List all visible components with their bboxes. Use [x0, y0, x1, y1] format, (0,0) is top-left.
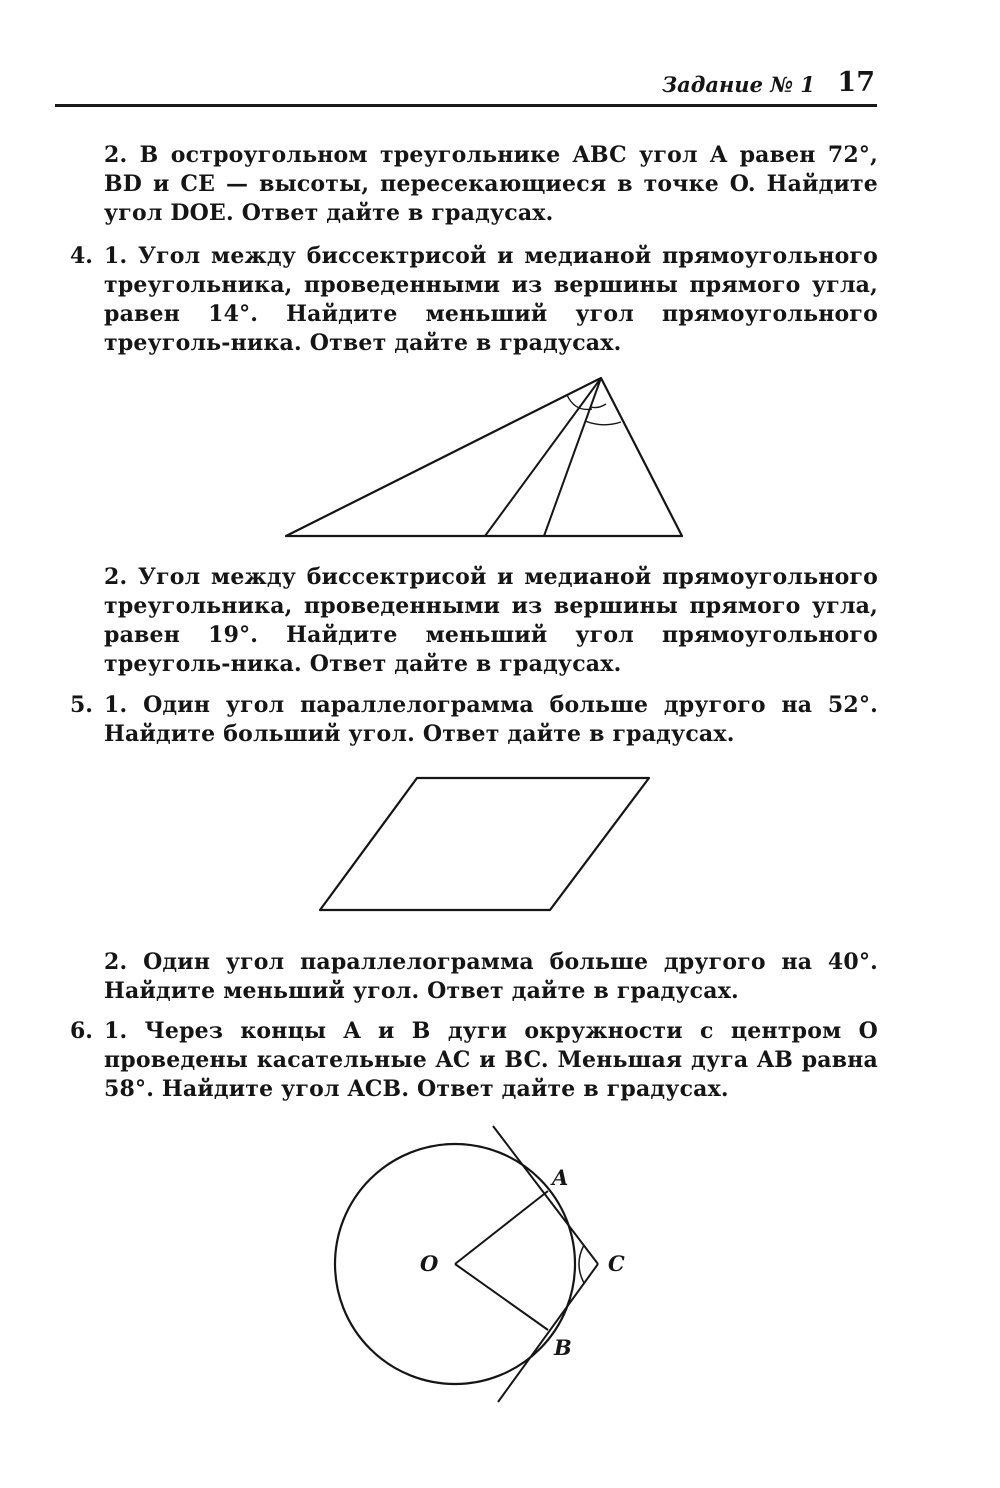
label-c: C: [608, 1251, 625, 1276]
header-title: Задание № 1: [662, 72, 815, 97]
label-b: B: [554, 1335, 572, 1360]
task-text: 2. Угол между биссектрисой и медианой прямоугольного треугольника, проведенными из вершины прямого угла, равен 19°. Найдите меньший угол прямоугольного треуголь-ника. Ответ дайте в градусах.: [104, 564, 878, 677]
task-6-1: [70, 1017, 878, 1104]
task-3-2: [104, 141, 878, 228]
circle-tangents-diagram: [320, 1118, 650, 1418]
task-4-2: [104, 563, 878, 679]
task-5-1: [70, 691, 878, 749]
task-text: 1. Угол между биссектрисой и медианой прямоугольного треугольника, проведенными из вершины прямого угла, равен 14°. Найдите меньший угол прямоугольного треуголь-ника. Ответ дайте в градусах.: [104, 243, 878, 356]
task-number: 5.: [70, 692, 93, 718]
right-triangle-diagram: [270, 365, 700, 550]
label-o: O: [420, 1251, 439, 1276]
right-triangle-figure: [270, 365, 700, 550]
task-text: 1. Через концы A и B дуги окружности с центром O проведены касательные AC и BC. Меньшая дуга AB равна 58°. Найдите угол ACB. Ответ дайте в градусах.: [104, 1018, 878, 1102]
page-header: [55, 64, 877, 107]
task-text: 2. В остроугольном треугольнике ABC угол A равен 72°, BD и CE — высоты, пересекающиеся в точке O. Найдите угол DOE. Ответ дайте в градусах.: [104, 142, 878, 226]
task-4-1: [70, 242, 878, 358]
task-number: 6.: [70, 1018, 93, 1044]
task-number: 4.: [70, 243, 93, 269]
parallelogram-figure: [310, 770, 660, 920]
label-a: A: [552, 1165, 569, 1190]
task-5-2: [104, 948, 878, 1006]
task-text: 2. Один угол параллелограмма больше другого на 40°. Найдите меньший угол. Ответ дайте в градусах.: [104, 949, 878, 1004]
page-number: 17: [837, 67, 875, 98]
circle-tangents-figure: [320, 1118, 650, 1418]
task-text: 1. Один угол параллелограмма больше другого на 52°. Найдите больший угол. Ответ дайте в градусах.: [104, 692, 878, 747]
parallelogram-diagram: [310, 770, 660, 920]
